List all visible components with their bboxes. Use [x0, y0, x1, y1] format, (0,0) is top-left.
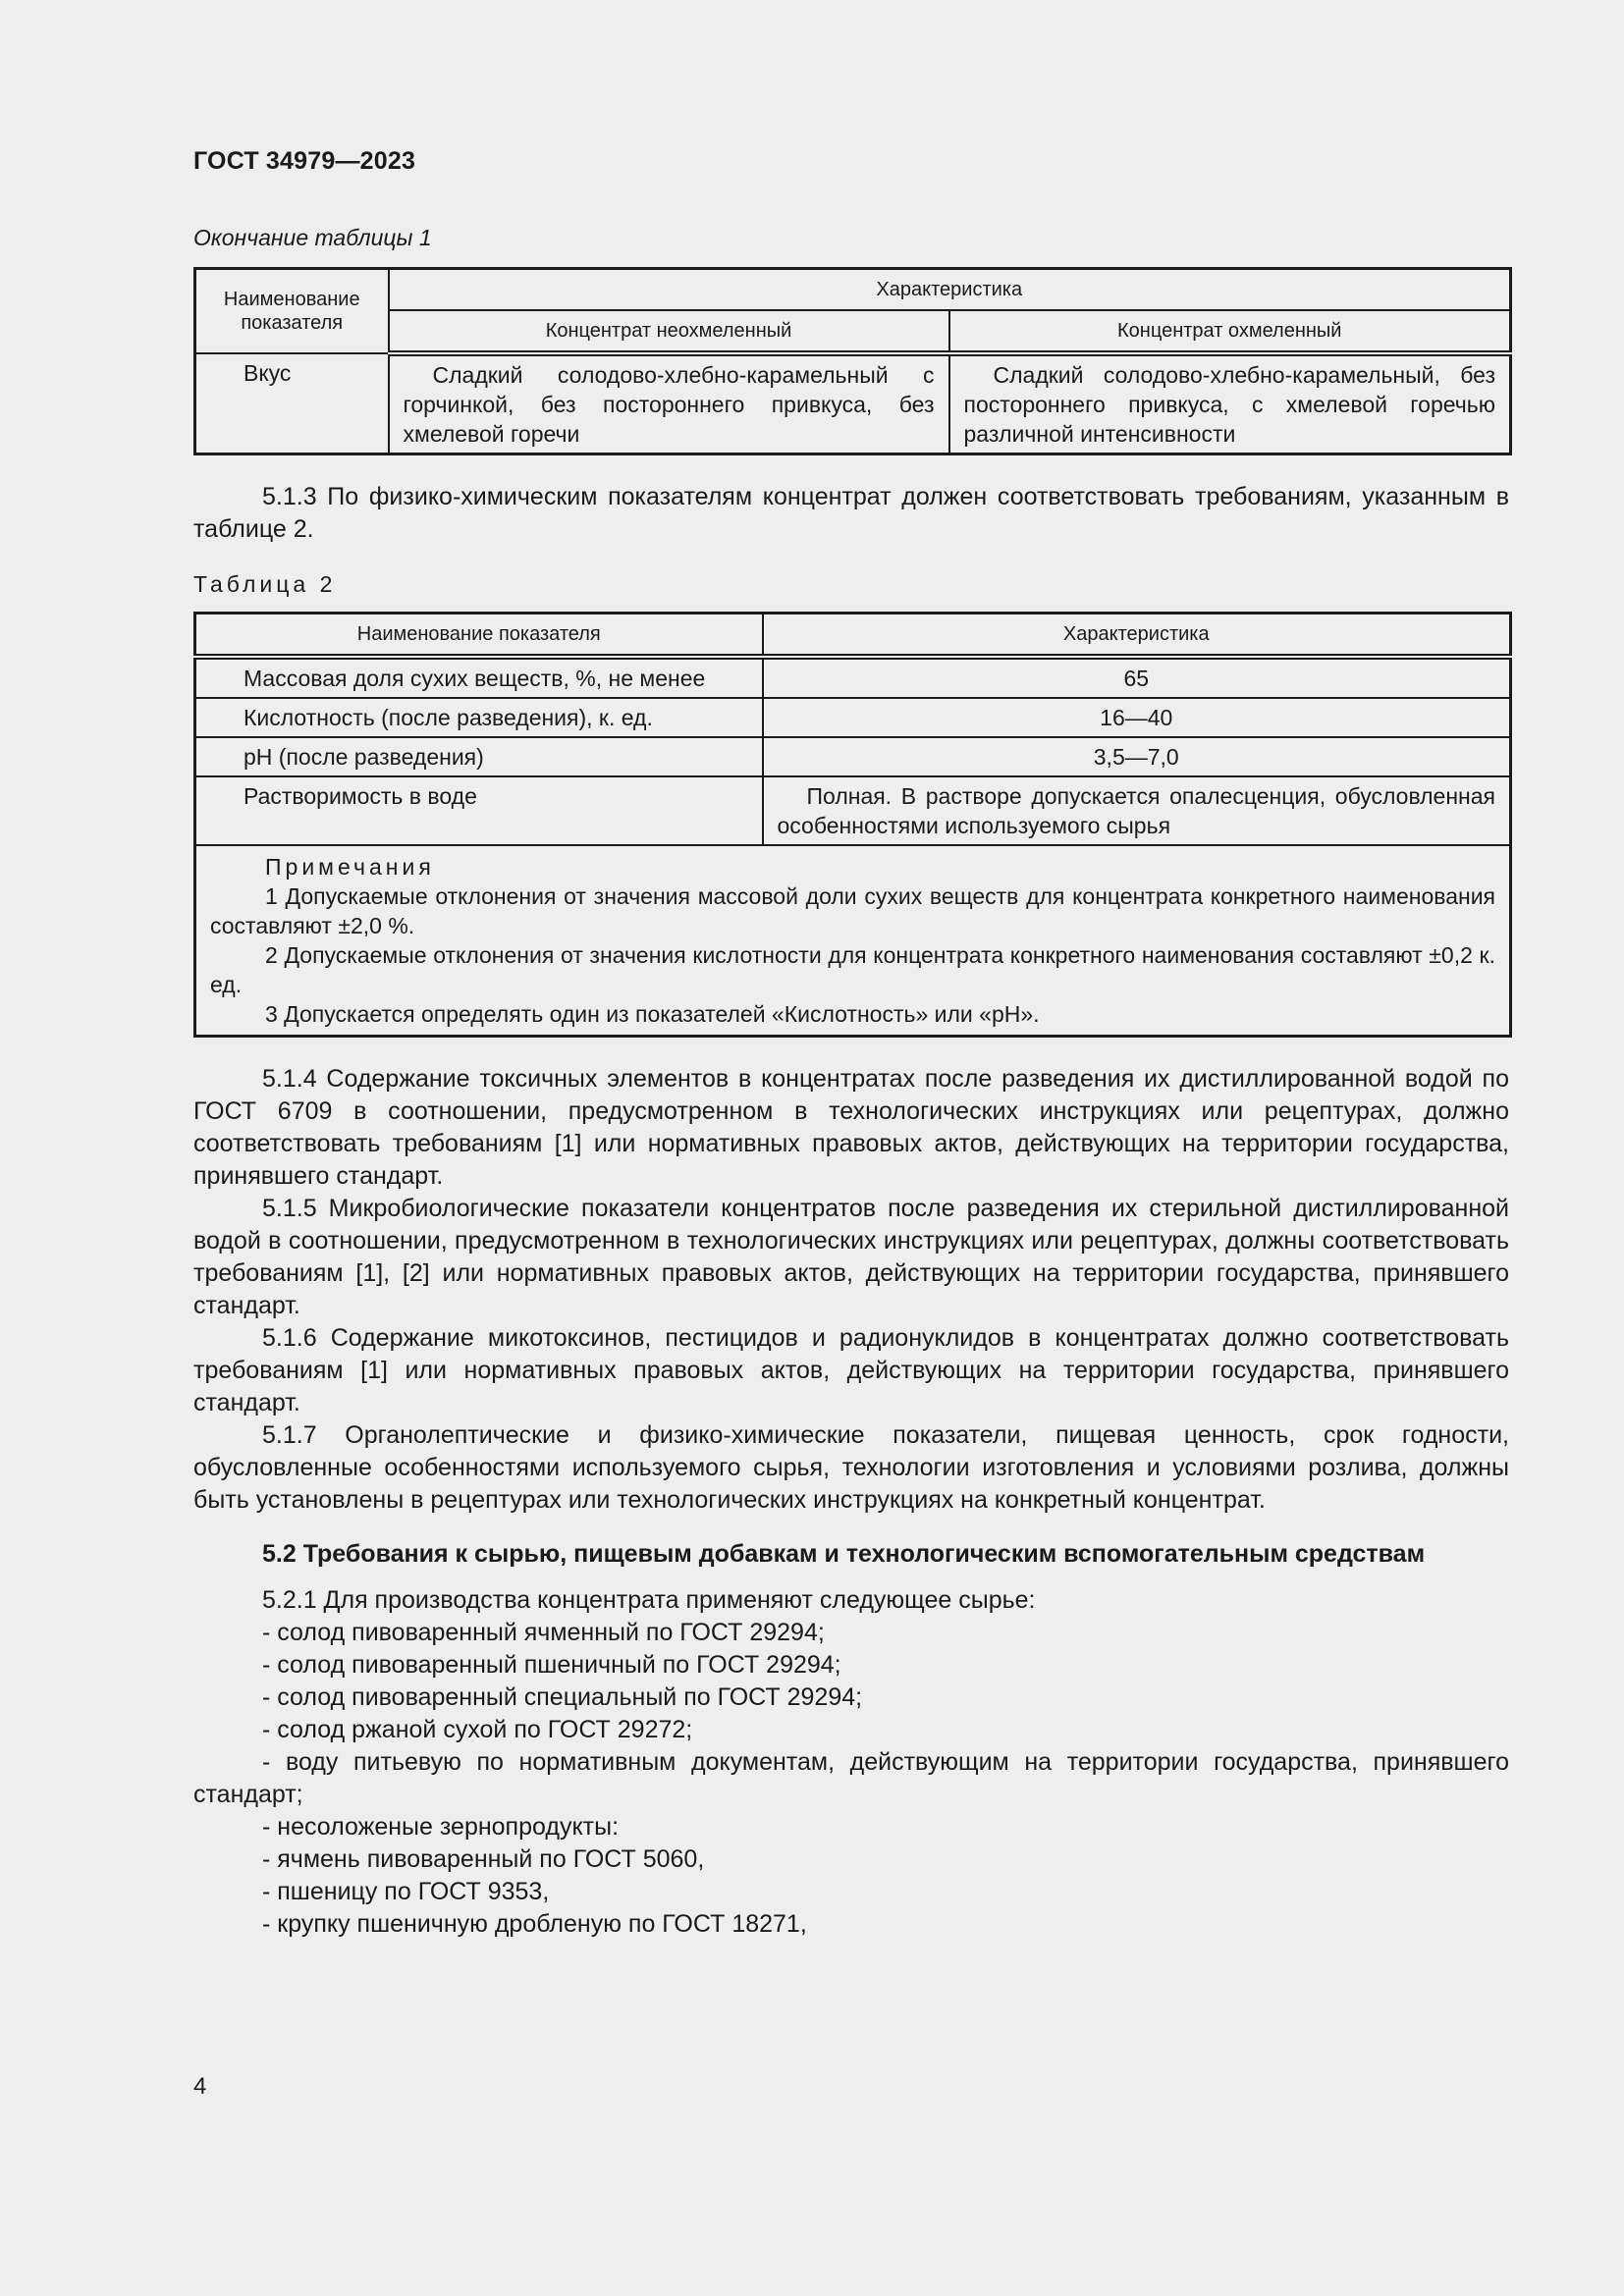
paragraph-5-1-6: 5.1.6 Содержание микотоксинов, пестицидов и радионуклидов в концентратах должно соответствовать требованиям [1] или нормативных правовых актов, действующих на территории государства, принявшего стандарт.: [193, 1324, 1509, 1416]
section-5-2-heading: 5.2 Требования к сырью, пищевым добавкам и технологическим вспомогательным средствам: [262, 1540, 1426, 1568]
table2-row-value: 3,5—7,0: [763, 737, 1511, 776]
list-item: - пшеницу по ГОСТ 9353,: [262, 1878, 550, 1905]
table2: [193, 612, 1512, 1038]
raw-materials-list: [193, 1584, 1509, 1941]
table2-row-name: pH (после разведения): [195, 737, 763, 776]
paragraph-5-1-5: 5.1.5 Микробиологические показатели концентратов после разведения их стерильной дистиллированной водой в соотношении, предусмотренном в технологических инструкциях или рецептурах, должны соответствовать требованиям [1], [2] или нормативных правовых актов, действующих на территории государства, принявшего стандарт.: [193, 1195, 1509, 1319]
list-item: - солод пивоваренный ячменный по ГОСТ 29294;: [262, 1619, 825, 1646]
table1-col-char-header: Характеристика: [389, 269, 1511, 311]
table1-col-sub2: Концентрат охмеленный: [949, 310, 1511, 353]
paragraph-5-2-1: 5.2.1 Для производства концентрата применяют следующее сырье:: [262, 1586, 1036, 1614]
table1-caption: Окончание таблицы 1: [193, 225, 432, 250]
table2-col-name-header: Наименование показателя: [195, 614, 763, 658]
table-row: [195, 657, 1511, 698]
paragraph-5-1-4: 5.1.4 Содержание токсичных элементов в концентратах после разведения их дистиллированной водой по ГОСТ 6709 в соотношении, предусмотренном в технологических инструкциях или рецептурах, должно соответствовать требованиям [1] или нормативных правовых актов, действующих на территории государства, принявшего стандарт.: [193, 1065, 1509, 1190]
table1-row-name: Вкус: [195, 353, 389, 454]
table2-notes: [195, 845, 1511, 1037]
list-item: - крупку пшеничную дробленую по ГОСТ 18271,: [262, 1910, 807, 1938]
table2-row-value: 65: [763, 657, 1511, 698]
table2-note: 3 Допускается определять один из показателей «Кислотность» или «pH».: [265, 1001, 1040, 1027]
table2-row-value: Полная. В растворе допускается опалесценция, обусловленная особенностями используемого сырья: [763, 776, 1511, 845]
list-item: - воду питьевую по нормативным документам, действующим на территории государства, принявшего стандарт;: [193, 1748, 1509, 1808]
table1-row-val2: Сладкий солодово-хлебно-карамельный, без постороннего привкуса, с хмелевой горечью различной интенсивности: [949, 353, 1511, 454]
table2-row-value: 16—40: [763, 698, 1511, 737]
table2-notes-row: [195, 845, 1511, 1037]
table-row: [195, 737, 1511, 776]
table1-col-name-header: Наименование показателя: [195, 269, 389, 354]
list-item: - солод ржаной сухой по ГОСТ 29272;: [262, 1716, 693, 1743]
page-number: 4: [193, 2073, 207, 2100]
table1-col-sub1: Концентрат неохмеленный: [389, 310, 949, 353]
table1: [193, 267, 1512, 455]
paragraph-5-1-3: 5.1.3 По физико-химическим показателям концентрат должен соответствовать требованиям, указанным в таблице 2.: [193, 483, 1509, 543]
table1-row: [195, 353, 1511, 454]
document-header: ГОСТ 34979—2023: [193, 147, 416, 175]
table2-col-char-header: Характеристика: [763, 614, 1511, 658]
table2-row-name: Растворимость в воде: [195, 776, 763, 845]
table1-row-val1: Сладкий солодово-хлебно-карамельный с горчинкой, без постороннего привкуса, без хмелевой горечи: [389, 353, 949, 454]
paragraphs-block: [193, 1063, 1509, 1517]
document-page: [193, 147, 1509, 1941]
table2-row-name: Кислотность (после разведения), к. ед.: [195, 698, 763, 737]
table-row: [195, 776, 1511, 845]
table2-note: 1 Допускаемые отклонения от значения массовой доли сухих веществ для концентрата конкретного наименования составляют ±2,0 %.: [210, 883, 1495, 938]
table2-note: 2 Допускаемые отклонения от значения кислотности для концентрата конкретного наименования составляют ±0,2 к. ед.: [210, 942, 1495, 997]
list-item: - ячмень пивоваренный по ГОСТ 5060,: [262, 1845, 705, 1873]
paragraph-5-1-7: 5.1.7 Органолептические и физико-химические показатели, пищевая ценность, срок годности, обусловленные особенностями используемого сырья, технологии изготовления и условиями розлива, должны быть установлены в рецептурах или технологических инструкциях на конкретный концентрат.: [193, 1421, 1509, 1514]
list-item: - солод пивоваренный специальный по ГОСТ 29294;: [262, 1683, 863, 1711]
list-item: - солод пивоваренный пшеничный по ГОСТ 29294;: [262, 1651, 841, 1679]
table2-notes-title: Примечания: [265, 854, 435, 880]
table2-caption: Таблица 2: [193, 571, 337, 597]
table2-row-name: Массовая доля сухих веществ, %, не менее: [195, 657, 763, 698]
list-item: - несоложеные зернопродукты:: [262, 1813, 620, 1841]
table-row: [195, 698, 1511, 737]
